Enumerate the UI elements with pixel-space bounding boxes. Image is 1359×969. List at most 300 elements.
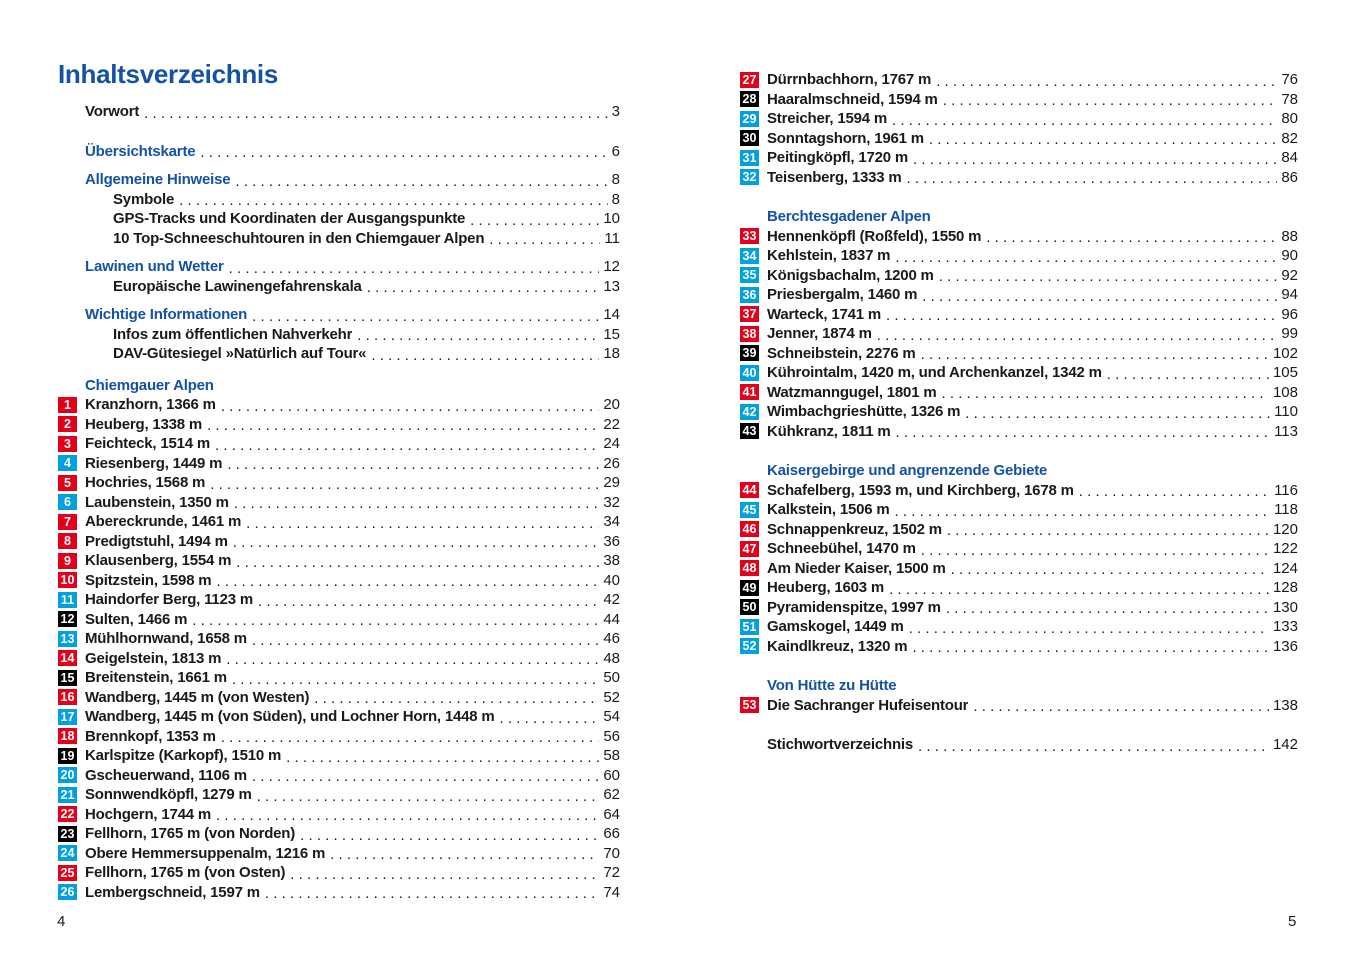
toc-tour-entry — [740, 305, 1298, 325]
toc-tour-entry — [740, 363, 1298, 383]
entry-label: Schneibstein, 2276 m — [767, 344, 916, 362]
entry-page-number: 99 — [1281, 325, 1298, 343]
toc-entry — [58, 305, 620, 325]
toc-tour-entry — [740, 246, 1298, 266]
entry-label: Peitingköpfl, 1720 m — [767, 149, 909, 167]
dot-leader — [912, 639, 1269, 656]
toc-tour-entry — [58, 727, 620, 747]
toc-tour-entry — [740, 598, 1298, 618]
toc-tour-entry — [740, 70, 1298, 90]
entry-label: Wandberg, 1445 m (von Westen) — [85, 688, 310, 706]
entry-page-number: 44 — [603, 610, 620, 628]
toc-tour-entry — [740, 383, 1298, 403]
toc-tour-entry — [58, 766, 620, 786]
tour-number-badge: 24 — [58, 845, 77, 861]
entry-label: Watzmanngugel, 1801 m — [767, 383, 937, 401]
dot-leader — [258, 593, 599, 610]
entry-label: DAV-Gütesiegel »Natürlich auf Tour« — [113, 345, 367, 363]
entry-label: Riesenberg, 1449 m — [85, 454, 223, 472]
toc-tour-entry — [58, 434, 620, 454]
entry-label: Von Hütte zu Hütte — [767, 677, 897, 695]
tour-number-badge: 7 — [58, 514, 77, 530]
dot-leader — [144, 105, 608, 122]
entry-label: Königsbachalm, 1200 m — [767, 266, 934, 284]
toc-tour-entry — [740, 578, 1298, 598]
entry-page-number: 52 — [603, 688, 620, 706]
entry-page-number: 26 — [603, 454, 620, 472]
toc-tour-entry — [740, 520, 1298, 540]
dot-leader — [921, 542, 1269, 559]
dot-leader — [257, 788, 600, 805]
tour-number-badge: 46 — [740, 521, 759, 537]
dot-leader — [265, 885, 599, 902]
entry-label: Kührointalm, 1420 m, und Archenkanzel, 1342 m — [767, 364, 1102, 382]
dot-leader — [918, 738, 1269, 755]
tour-number-badge: 45 — [740, 502, 759, 518]
toc-entry — [740, 735, 1298, 755]
toc-entry — [58, 344, 620, 364]
dot-leader — [221, 729, 600, 746]
entry-page-number: 18 — [603, 345, 620, 363]
dot-leader — [216, 807, 599, 824]
entry-label: Dürrnbachhorn, 1767 m — [767, 71, 932, 89]
dot-leader — [236, 554, 599, 571]
toc-tour-entry — [58, 844, 620, 864]
dot-leader — [367, 279, 600, 296]
toc-entry — [58, 229, 620, 249]
dot-leader — [215, 437, 599, 454]
tour-number-badge: 50 — [740, 599, 759, 615]
dot-leader — [500, 710, 600, 727]
entry-page-number: 82 — [1281, 129, 1298, 147]
tour-number-badge: 51 — [740, 619, 759, 635]
entry-page-number: 48 — [603, 649, 620, 667]
tour-number-badge: 14 — [58, 650, 77, 666]
tour-number-badge: 42 — [740, 404, 759, 420]
entry-page-number: 62 — [603, 786, 620, 804]
dot-leader — [252, 632, 599, 649]
dot-leader — [941, 385, 1269, 402]
dot-leader — [943, 92, 1278, 109]
dot-leader — [234, 495, 600, 512]
entry-label: Karlspitze (Karkopf), 1510 m — [85, 747, 282, 765]
toc-tour-entry — [740, 481, 1298, 501]
entry-label: Streicher, 1594 m — [767, 110, 888, 128]
entry-page-number: 110 — [1274, 403, 1298, 421]
entry-label: Warteck, 1741 m — [767, 305, 882, 323]
entry-label: Infos zum öffentlichen Nahverkehr — [113, 325, 353, 343]
dot-leader — [922, 288, 1277, 305]
tour-number-badge: 11 — [58, 592, 77, 608]
tour-number-badge: 18 — [58, 728, 77, 744]
tour-number-badge: 2 — [58, 416, 77, 432]
dot-leader — [889, 581, 1269, 598]
entry-page-number: 92 — [1281, 266, 1298, 284]
tour-number-badge: 25 — [58, 865, 77, 881]
dot-leader — [290, 866, 599, 883]
dot-leader — [936, 73, 1277, 90]
entry-label: Sulten, 1466 m — [85, 610, 188, 628]
entry-page-number: 138 — [1272, 696, 1298, 714]
tour-number-badge: 27 — [740, 72, 759, 88]
entry-page-number: 60 — [603, 766, 620, 784]
entry-label: Hennenköpfl (Roßfeld), 1550 m — [767, 227, 982, 245]
tour-number-badge: 17 — [58, 709, 77, 725]
entry-page-number: 105 — [1272, 364, 1298, 382]
entry-page-number: 118 — [1274, 501, 1298, 519]
toc-tour-entry — [740, 402, 1298, 422]
entry-label: Heuberg, 1603 m — [767, 579, 885, 597]
entry-page-number: 40 — [603, 571, 620, 589]
tour-number-badge: 28 — [740, 91, 759, 107]
tour-number-badge: 34 — [740, 248, 759, 264]
entry-label: Chiemgauer Alpen — [85, 376, 214, 394]
dot-leader — [314, 690, 599, 707]
toc-tour-entry — [740, 500, 1298, 520]
tour-number-badge: 47 — [740, 541, 759, 557]
tour-number-badge: 6 — [58, 494, 77, 510]
entry-page-number: 130 — [1272, 598, 1298, 616]
toc-tour-entry — [740, 227, 1298, 247]
toc-tour-entry — [58, 415, 620, 435]
toc-tour-entry — [58, 707, 620, 727]
toc-entry — [58, 190, 620, 210]
entry-page-number: 34 — [603, 513, 620, 531]
entry-page-number: 12 — [603, 258, 620, 276]
tour-number-badge: 13 — [58, 631, 77, 647]
toc-tour-entry — [58, 590, 620, 610]
entry-label: Kühkranz, 1811 m — [767, 422, 891, 440]
tour-number-badge: 5 — [58, 475, 77, 491]
entry-page-number: 70 — [603, 844, 620, 862]
tour-number-badge: 26 — [58, 884, 77, 900]
toc-section-heading — [740, 207, 1298, 227]
entry-label: Symbole — [113, 190, 175, 208]
dot-leader — [357, 327, 599, 344]
toc-tour-entry — [58, 785, 620, 805]
entry-page-number: 122 — [1272, 540, 1298, 558]
tour-number-badge: 44 — [740, 482, 759, 498]
toc-tour-entry — [58, 493, 620, 513]
tour-number-badge: 40 — [740, 365, 759, 381]
entry-label: Allgemeine Hinweise — [85, 171, 231, 189]
entry-label: Mühlhornwand, 1658 m — [85, 630, 247, 648]
entry-label: Priesbergalm, 1460 m — [767, 286, 918, 304]
entry-label: Sonntagshorn, 1961 m — [767, 129, 924, 147]
entry-label: Übersichtskarte — [85, 142, 196, 160]
dot-leader — [470, 212, 599, 229]
entry-page-number: 58 — [603, 747, 620, 765]
dot-leader — [929, 131, 1277, 148]
dot-leader — [921, 346, 1269, 363]
entry-page-number: 64 — [603, 805, 620, 823]
entry-page-number: 54 — [603, 708, 620, 726]
entry-page-number: 86 — [1281, 168, 1298, 186]
entry-label: Sonnwendköpfl, 1279 m — [85, 786, 252, 804]
entry-page-number: 120 — [1272, 520, 1298, 538]
entry-page-number: 24 — [603, 435, 620, 453]
entry-page-number: 72 — [603, 864, 620, 882]
entry-label: Kaindlkreuz, 1320 m — [767, 637, 908, 655]
entry-label: Lawinen und Wetter — [85, 258, 224, 276]
toc-entry — [58, 325, 620, 345]
entry-page-number: 113 — [1274, 422, 1298, 440]
entry-label: Europäische Lawinengefahrenskala — [113, 277, 362, 295]
dot-leader — [913, 151, 1277, 168]
tour-number-badge: 1 — [58, 397, 77, 413]
entry-page-number: 13 — [603, 277, 620, 295]
dot-leader — [252, 308, 599, 325]
entry-label: Teisenberg, 1333 m — [767, 168, 902, 186]
entry-page-number: 133 — [1272, 618, 1298, 636]
folio-left-page-number: 4 — [57, 913, 66, 930]
entry-page-number: 46 — [603, 630, 620, 648]
entry-label: Schneebühel, 1470 m — [767, 540, 916, 558]
toc-tour-entry — [58, 629, 620, 649]
entry-page-number: 102 — [1272, 344, 1298, 362]
toc-tour-entry — [740, 344, 1298, 364]
toc-tour-entry — [740, 90, 1298, 110]
entry-page-number: 136 — [1272, 637, 1298, 655]
entry-page-number: 8 — [611, 190, 620, 208]
tour-number-badge: 33 — [740, 228, 759, 244]
toc-column-right — [740, 70, 1298, 755]
entry-page-number: 94 — [1281, 286, 1298, 304]
toc-tour-entry — [58, 551, 620, 571]
entry-label: Laubenstein, 1350 m — [85, 493, 229, 511]
toc-tour-entry — [740, 324, 1298, 344]
tour-number-badge: 16 — [58, 689, 77, 705]
dot-leader — [200, 144, 607, 161]
entry-page-number: 11 — [604, 229, 620, 247]
dot-leader — [896, 424, 1271, 441]
dot-leader — [221, 398, 600, 415]
entry-page-number: 22 — [603, 415, 620, 433]
toc-tour-entry — [740, 148, 1298, 168]
dot-leader — [286, 749, 599, 766]
entry-page-number: 88 — [1281, 227, 1298, 245]
entry-label: Kranzhorn, 1366 m — [85, 396, 216, 414]
toc-entry — [58, 142, 620, 162]
toc-entry — [58, 277, 620, 297]
dot-leader — [216, 573, 599, 590]
dot-leader — [371, 347, 599, 364]
toc-tour-entry — [740, 637, 1298, 657]
toc-section-heading — [740, 461, 1298, 481]
entry-label: Haindorfer Berg, 1123 m — [85, 591, 253, 609]
dot-leader — [330, 846, 599, 863]
dot-leader — [892, 112, 1277, 129]
toc-entry — [58, 257, 620, 277]
entry-label: Gscheuerwand, 1106 m — [85, 766, 247, 784]
tour-number-badge: 12 — [58, 611, 77, 627]
tour-number-badge: 36 — [740, 287, 759, 303]
dot-leader — [939, 268, 1278, 285]
toc-column-left — [58, 102, 620, 902]
entry-label: Fellhorn, 1765 m (von Osten) — [85, 864, 286, 882]
toc-tour-entry — [58, 649, 620, 669]
entry-label: Heuberg, 1338 m — [85, 415, 203, 433]
entry-label: Die Sachranger Hufeisentour — [767, 696, 969, 714]
tour-number-badge: 19 — [58, 748, 77, 764]
folio-right-page-number: 5 — [1288, 913, 1297, 930]
entry-page-number: 56 — [603, 727, 620, 745]
entry-page-number: 76 — [1281, 71, 1298, 89]
entry-label: Lembergschneid, 1597 m — [85, 883, 260, 901]
entry-page-number: 128 — [1272, 579, 1298, 597]
tour-number-badge: 22 — [58, 806, 77, 822]
dot-leader — [946, 600, 1269, 617]
entry-label: Berchtesgadener Alpen — [767, 208, 931, 226]
toc-tour-entry — [740, 285, 1298, 305]
entry-page-number: 142 — [1272, 736, 1298, 754]
dot-leader — [179, 192, 608, 209]
entry-page-number: 108 — [1272, 383, 1298, 401]
tour-number-badge: 8 — [58, 533, 77, 549]
tour-number-badge: 48 — [740, 560, 759, 576]
toc-entry — [58, 170, 620, 190]
tour-number-badge: 38 — [740, 326, 759, 342]
entry-label: Am Nieder Kaiser, 1500 m — [767, 559, 946, 577]
dot-leader — [947, 522, 1269, 539]
entry-label: Kaisergebirge und angrenzende Gebiete — [767, 462, 1048, 480]
entry-page-number: 78 — [1281, 90, 1298, 108]
entry-label: Jenner, 1874 m — [767, 325, 872, 343]
toc-tour-entry — [58, 532, 620, 552]
toc-entry — [58, 209, 620, 229]
dot-leader — [1107, 366, 1269, 383]
toc-tour-entry — [58, 883, 620, 903]
toc-section-heading — [740, 676, 1298, 696]
entry-label: Kehlstein, 1837 m — [767, 247, 891, 265]
entry-label: Brennkopf, 1353 m — [85, 727, 216, 745]
tour-number-badge: 23 — [58, 826, 77, 842]
toc-tour-entry — [58, 395, 620, 415]
entry-page-number: 10 — [603, 210, 620, 228]
entry-label: Schafelberg, 1593 m, und Kirchberg, 1678 m — [767, 481, 1074, 499]
toc-tour-entry — [740, 422, 1298, 442]
toc-tour-entry — [58, 571, 620, 591]
toc-tour-entry — [740, 266, 1298, 286]
entry-page-number: 38 — [603, 552, 620, 570]
tour-number-badge: 20 — [58, 767, 77, 783]
entry-label: Haaralmschneid, 1594 m — [767, 90, 938, 108]
toc-tour-entry — [58, 863, 620, 883]
dot-leader — [877, 327, 1278, 344]
entry-page-number: 90 — [1281, 247, 1298, 265]
entry-page-number: 42 — [603, 591, 620, 609]
toc-tour-entry — [740, 109, 1298, 129]
dot-leader — [235, 173, 607, 190]
dot-leader — [489, 231, 600, 248]
entry-page-number: 80 — [1281, 110, 1298, 128]
dot-leader — [226, 651, 599, 668]
toc-entry — [58, 102, 620, 122]
entry-label: Breitenstein, 1661 m — [85, 669, 227, 687]
entry-label: Hochgern, 1744 m — [85, 805, 212, 823]
dot-leader — [986, 229, 1277, 246]
dot-leader — [907, 170, 1278, 187]
tour-number-badge: 21 — [58, 787, 77, 803]
entry-label: Wichtige Informationen — [85, 306, 248, 324]
dot-leader — [909, 620, 1269, 637]
entry-page-number: 6 — [611, 142, 620, 160]
entry-page-number: 8 — [611, 171, 620, 189]
entry-page-number: 66 — [603, 825, 620, 843]
dot-leader — [227, 456, 599, 473]
toc-tour-entry — [58, 824, 620, 844]
entry-label: Feichteck, 1514 m — [85, 435, 211, 453]
dot-leader — [895, 503, 1271, 520]
entry-label: Wandberg, 1445 m (von Süden), und Lochner Horn, 1448 m — [85, 708, 495, 726]
entry-page-number: 32 — [603, 493, 620, 511]
dot-leader — [246, 515, 599, 532]
entry-page-number: 116 — [1274, 481, 1298, 499]
toc-tour-entry — [58, 454, 620, 474]
tour-number-badge: 10 — [58, 572, 77, 588]
entry-label: GPS-Tracks und Koordinaten der Ausgangspunkte — [113, 210, 466, 228]
dot-leader — [895, 249, 1277, 266]
entry-page-number: 20 — [603, 396, 620, 414]
dot-leader — [207, 417, 599, 434]
tour-number-badge: 49 — [740, 580, 759, 596]
entry-label: 10 Top-Schneeschuhtouren in den Chiemgauer Alpen — [113, 229, 485, 247]
toc-tour-entry — [58, 473, 620, 493]
tour-number-badge: 39 — [740, 345, 759, 361]
entry-label: Vorwort — [85, 103, 140, 121]
tour-number-badge: 30 — [740, 130, 759, 146]
dot-leader — [229, 260, 600, 277]
toc-tour-entry — [740, 539, 1298, 559]
toc-section-heading — [58, 376, 620, 396]
tour-number-badge: 29 — [740, 111, 759, 127]
dot-leader — [192, 612, 599, 629]
entry-label: Kalkstein, 1506 m — [767, 501, 890, 519]
toc-tour-entry — [58, 688, 620, 708]
entry-label: Klausenberg, 1554 m — [85, 552, 232, 570]
dot-leader — [252, 768, 599, 785]
entry-label: Obere Hemmersuppenalm, 1216 m — [85, 844, 326, 862]
tour-number-badge: 4 — [58, 455, 77, 471]
entry-page-number: 3 — [611, 103, 620, 121]
dot-leader — [300, 827, 599, 844]
entry-page-number: 14 — [603, 306, 620, 324]
entry-page-number: 29 — [603, 474, 620, 492]
entry-label: Gamskogel, 1449 m — [767, 618, 904, 636]
entry-label: Fellhorn, 1765 m (von Norden) — [85, 825, 296, 843]
toc-tour-entry — [58, 512, 620, 532]
entry-page-number: 124 — [1272, 559, 1298, 577]
entry-label: Predigtstuhl, 1494 m — [85, 532, 228, 550]
entry-page-number: 50 — [603, 669, 620, 687]
tour-number-badge: 15 — [58, 670, 77, 686]
tour-number-badge: 52 — [740, 638, 759, 654]
toc-tour-entry — [740, 696, 1298, 716]
dot-leader — [232, 671, 599, 688]
tour-number-badge: 37 — [740, 306, 759, 322]
tour-number-badge: 43 — [740, 423, 759, 439]
dot-leader — [951, 561, 1269, 578]
entry-label: Geigelstein, 1813 m — [85, 649, 222, 667]
entry-page-number: 15 — [603, 325, 620, 343]
entry-label: Stichwortverzeichnis — [767, 736, 914, 754]
dot-leader — [973, 698, 1269, 715]
tour-number-badge: 9 — [58, 553, 77, 569]
tour-number-badge: 41 — [740, 384, 759, 400]
toc-tour-entry — [740, 168, 1298, 188]
entry-label: Schnappenkreuz, 1502 m — [767, 520, 942, 538]
toc-tour-entry — [740, 559, 1298, 579]
